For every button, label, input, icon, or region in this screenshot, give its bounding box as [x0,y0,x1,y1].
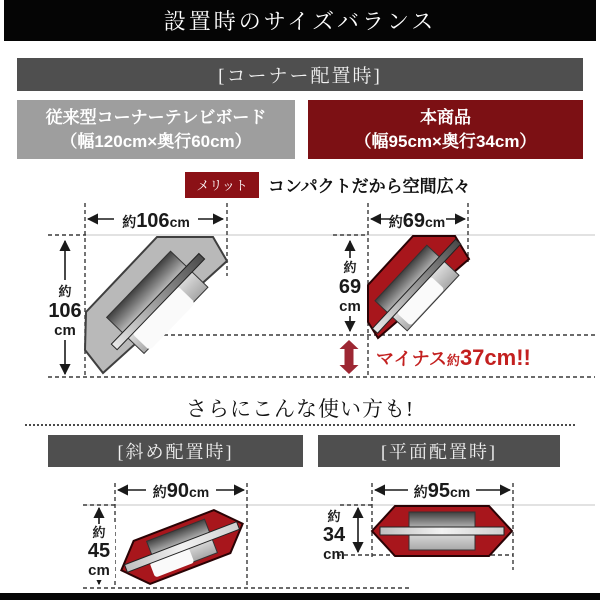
width-label: 約90cm [152,480,210,502]
svg-text:cm: cm [323,546,345,563]
product-title: 本商品 [420,107,471,127]
merit-text: コンパクトだから空間広々 [267,177,471,196]
conventional-board-title: 従来型コーナーテレビボード [45,107,267,127]
flat-board [372,506,512,556]
flat-placement-banner: [平面配置時] [318,435,560,467]
corner-placement-banner: [コーナー配置時] [17,58,583,91]
diagonal-placement-banner: [斜め配置時] [48,435,303,467]
diagonal-placement-diagram [84,478,251,592]
svg-text:cm: cm [339,298,361,315]
flat-placement-diagram [318,478,512,563]
svg-text:34: 34 [322,524,346,546]
width-label: 約106cm [122,210,190,232]
product-size: （幅95cm×奥行34cm） [354,131,537,151]
conventional-board-size: （幅120cm×奥行60cm） [60,131,252,151]
merit-badge: メリット [185,172,258,198]
diagonal-board [113,502,251,592]
more-uses-title: さらにこんな使い方も! [186,397,414,421]
conventional-corner-diagram [48,206,227,374]
savings-label: マイナス約37cm!! [376,345,531,370]
svg-text:69: 69 [338,276,362,298]
svg-text:106: 106 [48,300,82,322]
svg-text:45: 45 [87,540,111,562]
width-label: 約95cm [413,480,471,502]
width-label: 約69cm [388,210,446,232]
page-title: 設置時のサイズバランス [4,0,596,41]
svg-text:cm: cm [54,322,76,339]
svg-text:約: 約 [343,260,357,275]
svg-text:cm: cm [88,562,110,579]
product-corner-diagram [334,206,531,374]
svg-text:約: 約 [58,284,72,299]
dotted-divider [25,424,575,426]
bottom-border-bar [0,593,600,600]
minus-arrow-icon [340,340,359,374]
svg-text:約: 約 [327,509,341,524]
svg-text:約: 約 [92,525,106,540]
